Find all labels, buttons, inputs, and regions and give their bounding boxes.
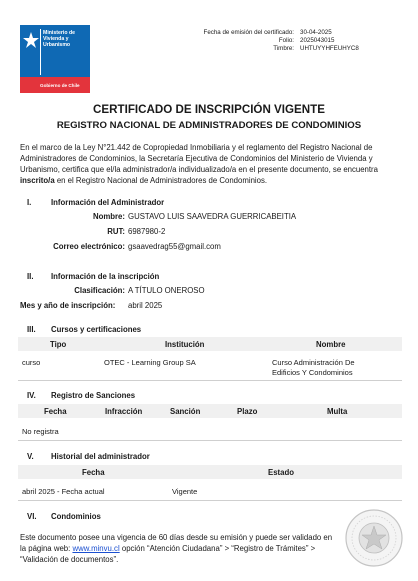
registration-month-label: Mes y año de inscripción: (20, 301, 116, 310)
rut-value: 6987980-2 (128, 227, 166, 236)
section-title: Cursos y certificaciones (51, 325, 142, 334)
logo-government-text: Gobierno de Chile (40, 83, 80, 88)
column-header-sanction: Sanción (170, 407, 201, 416)
validity-text-1: Este documento posee una vigencia de 60 días desde su emisión y puede ser validado en la página web: (20, 533, 333, 554)
minvu-link[interactable]: www.minvu.cl (72, 544, 120, 554)
intro-tail: en el Registro Nacional de Administradores de Condominios. (54, 176, 268, 186)
issue-date-label: Fecha de emisión del certificado: (203, 29, 294, 36)
table-divider (18, 440, 402, 441)
history-date: abril 2025 - Fecha actual (22, 487, 105, 496)
section-title: Condominios (51, 512, 101, 521)
page-title: CERTIFICADO DE INSCRIPCIÓN VIGENTE (93, 103, 325, 116)
logo-ministry-text: Ministerio de Vivienda y Urbanismo (43, 30, 75, 48)
section-number: I. (27, 198, 32, 207)
classification-label: Clasificación: (74, 286, 125, 295)
column-header-institution: Institución (165, 340, 205, 349)
classification-value: A TÍTULO ONEROSO (128, 286, 205, 295)
issue-date-value: 30-04-2025 (300, 29, 332, 36)
rut-label: RUT: (107, 227, 125, 236)
column-header-term: Plazo (237, 407, 258, 416)
validity-text-2: opción “Atención Ciudadana” > “Registro de Trámites” > “Validación de documentos”. (20, 544, 316, 565)
intro-paragraph (20, 142, 402, 186)
section-number: III. (27, 325, 36, 334)
section-title: Información de la inscripción (51, 272, 160, 281)
section-number: IV. (27, 391, 36, 400)
column-header-status: Estado (268, 468, 294, 477)
folio-label: Folio: (278, 37, 294, 45)
section-number: VI. (27, 512, 37, 521)
page-subtitle: REGISTRO NACIONAL DE ADMINISTRADORES DE CONDOMINIOS (56, 120, 362, 131)
email-value: gsaavedrag55@gmail.com (128, 242, 221, 251)
stamp-value: UHTUYYHFEUHYC8 (300, 45, 359, 53)
table-divider (18, 380, 402, 381)
stamp-label: Timbre: (273, 45, 294, 53)
column-header-fine: Multa (327, 407, 348, 416)
column-header-date: Fecha (44, 407, 67, 416)
name-label: Nombre: (92, 212, 125, 221)
certificate-meta-values (300, 29, 359, 54)
history-table-header (18, 465, 402, 479)
course-name (272, 358, 355, 377)
column-header-date: Fecha (82, 468, 105, 477)
course-name-line-2: Edificios Y Condominios (272, 367, 353, 377)
official-seal-icon (344, 508, 404, 568)
validity-note (20, 532, 340, 565)
star-icon (22, 29, 40, 53)
sanctions-empty: No registra (22, 427, 59, 436)
email-label: Correo electrónico: (53, 242, 125, 251)
section-title: Registro de Sanciones (51, 391, 136, 400)
certificate-meta-labels (204, 29, 294, 54)
table-divider (18, 500, 402, 501)
intro-bold: inscrito/a (20, 176, 55, 186)
column-header-name: Nombre (316, 340, 346, 349)
registration-month-value: abril 2025 (128, 301, 163, 310)
section-title: Información del Administrador (51, 198, 165, 207)
folio-value: 2025043015 (300, 37, 335, 45)
course-institution: OTEC - Learning Group SA (104, 358, 196, 367)
column-header-infraction: Infracción (105, 407, 143, 416)
intro-text: En el marco de la Ley N°21.442 de Copropiedad Inmobiliaria y el reglamento del Registro Nacional de Administradores de Condominios, la Secretaría Ejecutiva de Condominios del Ministerio de Vivienda y Urbanismo, certifica que el/la administrador/a individualizado/a en el presente documento, se encuentra (20, 143, 378, 175)
section-number: II. (27, 272, 34, 281)
logo-divider (40, 29, 41, 75)
column-header-type: Tipo (50, 340, 67, 349)
name-value: GUSTAVO LUIS SAAVEDRA GUERRICABEITIA (128, 212, 297, 221)
history-status: Vigente (172, 487, 198, 496)
section-number: V. (27, 452, 34, 461)
course-type: curso (22, 358, 41, 367)
section-title: Historial del administrador (51, 452, 150, 461)
course-name-line-1: Curso Administración De (272, 358, 355, 367)
